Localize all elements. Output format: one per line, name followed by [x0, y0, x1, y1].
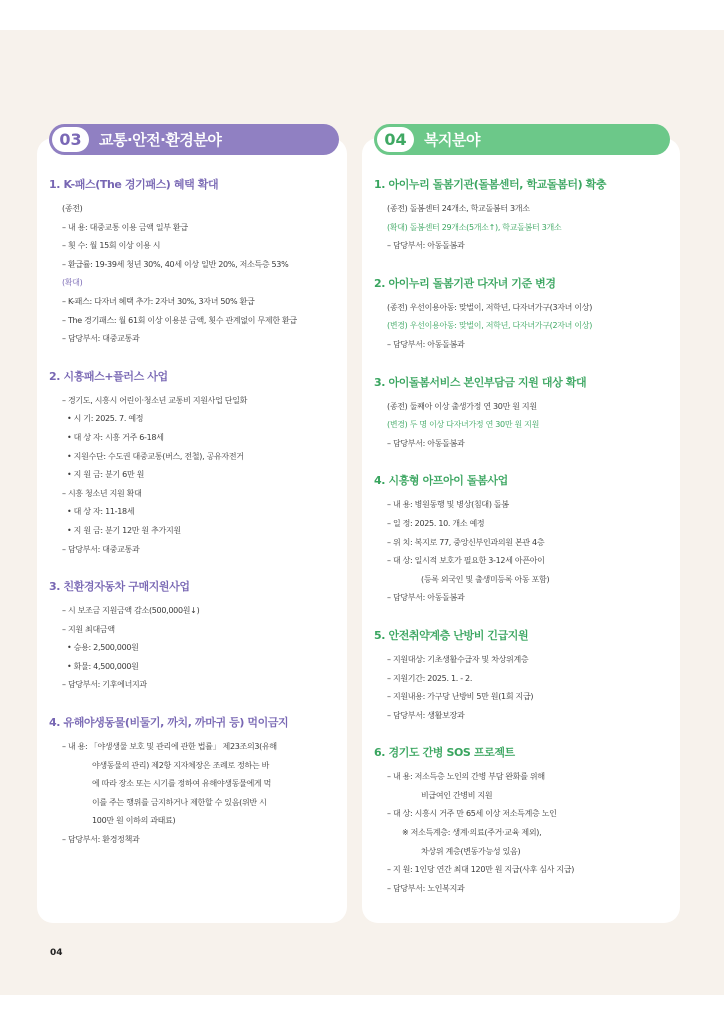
section-1	[49, 178, 337, 349]
content-line: 차상위 계층(변동가능성 있음)	[421, 846, 521, 856]
section-1	[374, 178, 672, 256]
content-line: – The 경기패스: 월 61회 이상 이용분 금액, 횟수 관계없이 무제한 환급	[62, 315, 297, 325]
section-6	[374, 746, 672, 898]
content-line: – 지 원: 1인당 연간 최대 120만 원 지급(사후 심사 지급)	[387, 865, 575, 875]
content-line: • 지 원 금: 분기 12만 원 추가지원	[67, 525, 181, 535]
content-line: – 담당부서: 노인복지과	[387, 883, 465, 893]
content-line: – 경기도, 시흥시 어린이·청소년 교통비 지원사업 단일화	[62, 395, 248, 405]
section-2	[49, 370, 337, 559]
content-line: – 환급률: 19-39세 청년 30%, 40세 이상 일반 20%, 저소득층 53%	[62, 259, 289, 269]
section-heading: 5. 안전취약계층 난방비 긴급지원	[374, 628, 529, 642]
content-line: (종전) 돌봄센터 24개소, 학교돌봄터 3개소	[387, 204, 530, 213]
section-heading: 3. 친환경자동차 구매지원사업	[49, 580, 190, 594]
content-line: – 지원기간: 2025. 1. - 2.	[387, 673, 473, 683]
section-4	[49, 716, 337, 850]
content-line: (종전) 우선이용아동: 맞벌이, 저학년, 다자녀가구(3자녀 이상)	[387, 302, 593, 312]
content-line: – 대 상: 일시적 보호가 필요한 3-12세 아픈아이	[387, 556, 545, 566]
section-header-transport	[49, 124, 339, 155]
page-number: 04	[50, 948, 63, 958]
section-heading: 2. 시흥패스+플러스 사업	[49, 369, 168, 383]
section-number-badge: 03	[52, 127, 89, 152]
content-line: • 승용: 2,500,000원	[67, 643, 139, 653]
bottom-band	[0, 995, 724, 1024]
content-line: – 시흥 청소년 지원 확대	[62, 488, 142, 498]
content-line: – 시 보조금 지원금액 감소(500,000원↓)	[62, 606, 200, 616]
content-line: ※ 저소득계층: 생계·의료(주거·교육 제외),	[402, 828, 542, 838]
content-line: – 담당부서: 아동돌봄과	[387, 593, 465, 603]
section-heading: 1. 아이누리 돌봄기관(돌봄센터, 학교돌봄터) 확충	[374, 178, 607, 191]
section-heading: 1. K-패스(The 경기패스) 혜택 확대	[49, 178, 219, 191]
content-line: (종전) 둘째아 이상 출생가정 연 30만 원 지원	[387, 401, 537, 411]
content-line: • 시 기: 2025. 7. 예정	[67, 414, 144, 424]
content-line: (등록 외국인 및 출생미등록 아동 포함)	[421, 574, 550, 584]
section-header-welfare	[374, 124, 670, 155]
content-line: • 지 원 금: 분기 6만 원	[67, 470, 145, 480]
section-heading: 2. 아이누리 돌봄기관 다자녀 기준 변경	[374, 276, 556, 290]
content-line: – 담당부서: 아동돌봄과	[387, 241, 465, 251]
content-line: – 지원대상: 기초생활수급자 및 차상위계층	[387, 654, 529, 664]
section-number-badge: 04	[377, 127, 414, 152]
content-line: – 담당부서: 아동돌봄과	[387, 339, 465, 349]
section-title: 복지분야	[424, 131, 480, 149]
section-heading: 3. 아이돌봄서비스 본인부담금 지원 대상 확대	[374, 375, 587, 389]
welfare-card	[362, 138, 680, 923]
transport-safety-environment-card	[37, 138, 347, 923]
section-4	[374, 474, 672, 608]
content-line: • 화물: 4,500,000원	[67, 661, 139, 671]
section-3	[374, 376, 672, 454]
top-band	[0, 0, 724, 30]
paragraph-line: 이를 주는 행위를 금지하거나 제한할 수 있음(위반 시	[92, 797, 267, 807]
section-heading: 4. 유해야생동물(비둘기, 까치, 까마귀 등) 먹이금지	[49, 716, 289, 730]
content-line: – 대 상: 시흥시 거주 만 65세 이상 저소득계층 노인	[387, 809, 557, 819]
content-line: • 대 상 자: 시흥 거주 6-18세	[67, 432, 164, 442]
content-line: (확대) 돌봄센터 29개소(5개소↑), 학교돌봄터 3개소	[387, 222, 562, 232]
paragraph-line: 야생동물의 관리) 제2항 지자체장은 조례로 정하는 바	[92, 760, 270, 770]
section-3	[49, 580, 337, 695]
section-heading: 6. 경기도 간병 SOS 프로젝트	[374, 746, 515, 760]
content-line: – 담당부서: 기후에너지과	[62, 680, 147, 690]
content-line: – 내 용: 「야생생물 보호 및 관리에 관한 법률」 제23조의3(유해	[62, 742, 277, 752]
content-line: – 지원내용: 가구당 난방비 5만 원(1회 지급)	[387, 692, 534, 702]
content-line: – 지원 최대금액	[62, 624, 115, 634]
content-line: (변경) 우선이용아동: 맞벌이, 저학년, 다자녀가구(2자녀 이상)	[387, 321, 593, 331]
content-line: – 담당부서: 대중교통과	[62, 334, 140, 344]
content-line: – 횟 수: 월 15회 이상 이용 시	[62, 241, 161, 251]
content-line: – 담당부서: 생활보장과	[387, 710, 465, 720]
content-line: – 담당부서: 환경정책과	[62, 835, 140, 845]
content-line: (확대)	[62, 278, 83, 288]
content-line: – 위 치: 복지로 77, 중앙신부인과의원 본관 4층	[387, 537, 545, 547]
content-line: (변경) 두 명 이상 다자녀가정 연 30만 원 지원	[387, 420, 540, 430]
content-line: – K-패스: 다자녀 혜택 추가: 2자녀 30%, 3자녀 50% 환급	[62, 296, 255, 306]
content-line: – 내 용: 저소득층 노인의 간병 부담 완화를 위해	[387, 772, 545, 782]
content-line: – 일 정: 2025. 10. 개소 예정	[387, 518, 485, 528]
paragraph-line: 100만 원 이하의 과태료)	[92, 816, 176, 826]
content-line: 비급여인 간병비 지원	[421, 790, 493, 800]
content-line: – 내 용: 병원동행 및 병상(침대) 돌봄	[387, 500, 509, 510]
content-line: – 담당부서: 대중교통과	[62, 544, 140, 554]
content-line: – 담당부서: 아동돌봄과	[387, 438, 465, 448]
section-heading: 4. 시흥형 아프아이 돌봄사업	[374, 474, 508, 488]
section-2	[374, 277, 672, 355]
content-line: – 내 용: 대중교통 이용 금액 일부 환급	[62, 222, 188, 232]
content-line: (종전)	[62, 204, 83, 213]
section-5	[374, 629, 672, 725]
paragraph-line: 에 따라 장소 또는 시기를 정하여 유해야생동물에게 먹	[92, 779, 272, 789]
section-title: 교통·안전·환경분야	[99, 131, 222, 149]
content-line: • 대 상 자: 11-18세	[67, 507, 135, 517]
content-line: • 지원수단: 수도권 대중교통(버스, 전철), 공유자전거	[67, 451, 244, 461]
